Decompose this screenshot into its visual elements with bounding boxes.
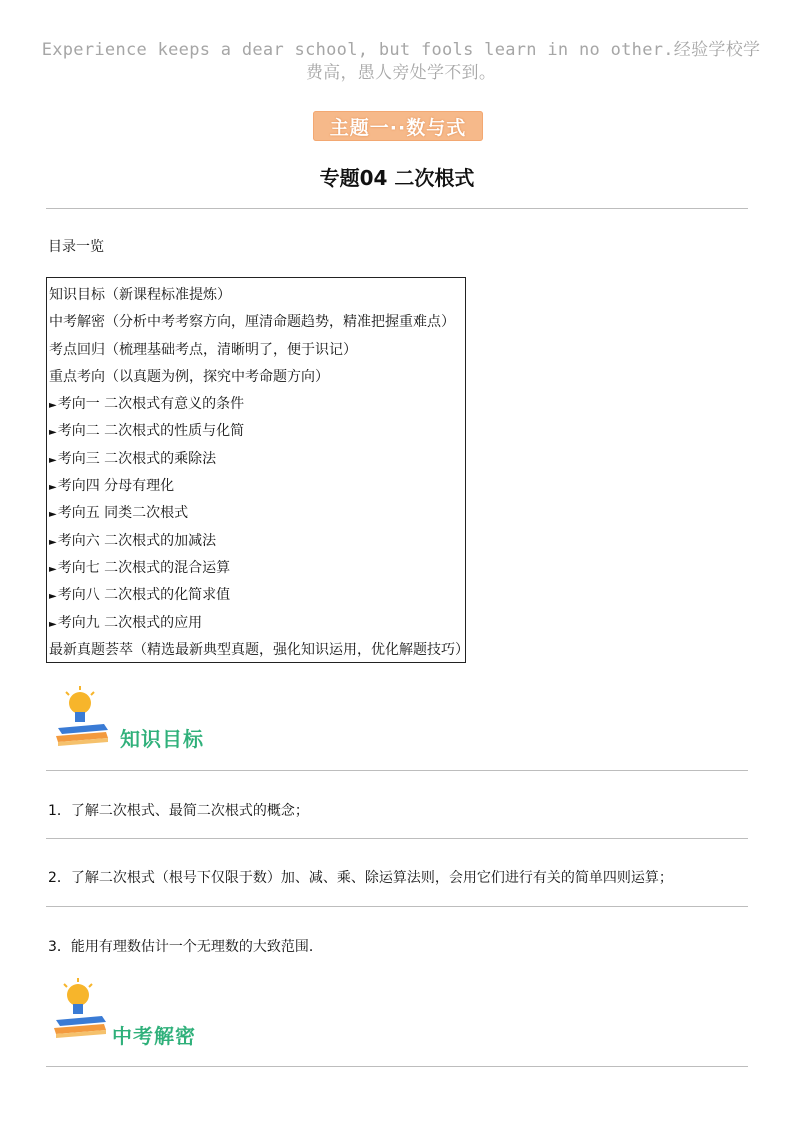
arrow-icon: ► bbox=[49, 591, 57, 603]
list-item: 2．了解二次根式（根号下仅限于数）加、减、乘、除运算法则，会用它们进行有关的简单四则运算； bbox=[48, 870, 673, 886]
section-header-exam-analysis bbox=[50, 976, 350, 1046]
theme-badge-label: 主题一··数与式 bbox=[329, 116, 467, 139]
divider bbox=[46, 208, 748, 209]
toc-item[interactable]: 知识目标（新课程标准提炼） bbox=[49, 287, 231, 303]
arrow-icon: ► bbox=[49, 454, 57, 466]
arrow-icon: ► bbox=[49, 536, 57, 548]
section-heading: 中考解密 bbox=[112, 1024, 196, 1048]
toc-box bbox=[46, 277, 469, 663]
toc-caption: 目录一览 bbox=[48, 239, 104, 255]
arrow-icon: ► bbox=[49, 427, 57, 439]
list-item: 1．了解二次根式、最简二次根式的概念； bbox=[48, 803, 309, 819]
toc-item[interactable]: ►考向二 二次根式的性质与化简 bbox=[49, 423, 245, 440]
toc-item[interactable]: 考点回归（梳理基础考点，清晰明了，便于识记） bbox=[49, 341, 357, 358]
arrow-icon: ► bbox=[49, 618, 57, 630]
toc-item[interactable]: ►考向五 同类二次根式 bbox=[49, 505, 189, 522]
toc-item[interactable]: ►考向一 二次根式有意义的条件 bbox=[49, 396, 245, 413]
divider bbox=[46, 838, 748, 839]
toc-item[interactable]: ►考向四 分母有理化 bbox=[49, 478, 175, 495]
theme-badge bbox=[313, 111, 483, 141]
motto-text: Experience keeps a dear school, but fools learn in no other.经验学校学费高，愚人旁处学不到。 bbox=[41, 40, 761, 83]
arrow-icon: ► bbox=[49, 509, 57, 521]
lightbulb-books-icon bbox=[50, 976, 114, 1042]
arrow-icon: ► bbox=[49, 563, 57, 575]
toc-item[interactable]: ►考向七 二次根式的混合运算 bbox=[49, 559, 231, 576]
lightbulb-books-icon bbox=[50, 684, 114, 750]
list-item: 3．能用有理数估计一个无理数的大致范围． bbox=[48, 939, 323, 955]
section-header-knowledge-goals bbox=[50, 684, 350, 754]
toc-item[interactable]: ►考向六 二次根式的加减法 bbox=[49, 532, 217, 549]
section-heading: 知识目标 bbox=[120, 727, 204, 751]
page-title: 专题04 二次根式 bbox=[319, 166, 475, 190]
toc-item[interactable]: 最新真题荟萃（精选最新典型真题，强化知识运用，优化解题技巧） bbox=[49, 641, 469, 658]
arrow-icon: ► bbox=[49, 482, 57, 494]
toc-item[interactable]: ►考向三 二次根式的乘除法 bbox=[49, 450, 217, 467]
toc-item[interactable]: ►考向九 二次根式的应用 bbox=[49, 614, 203, 631]
toc-item[interactable]: 中考解密（分析中考考察方向，厘清命题趋势，精准把握重难点） bbox=[49, 314, 455, 331]
arrow-icon: ► bbox=[49, 400, 57, 412]
divider bbox=[46, 1066, 748, 1067]
divider bbox=[46, 906, 748, 907]
toc-item[interactable]: ►考向八 二次根式的化简求值 bbox=[49, 587, 231, 604]
divider bbox=[46, 770, 748, 771]
toc-item[interactable]: 重点考向（以真题为例，探究中考命题方向） bbox=[49, 368, 329, 385]
